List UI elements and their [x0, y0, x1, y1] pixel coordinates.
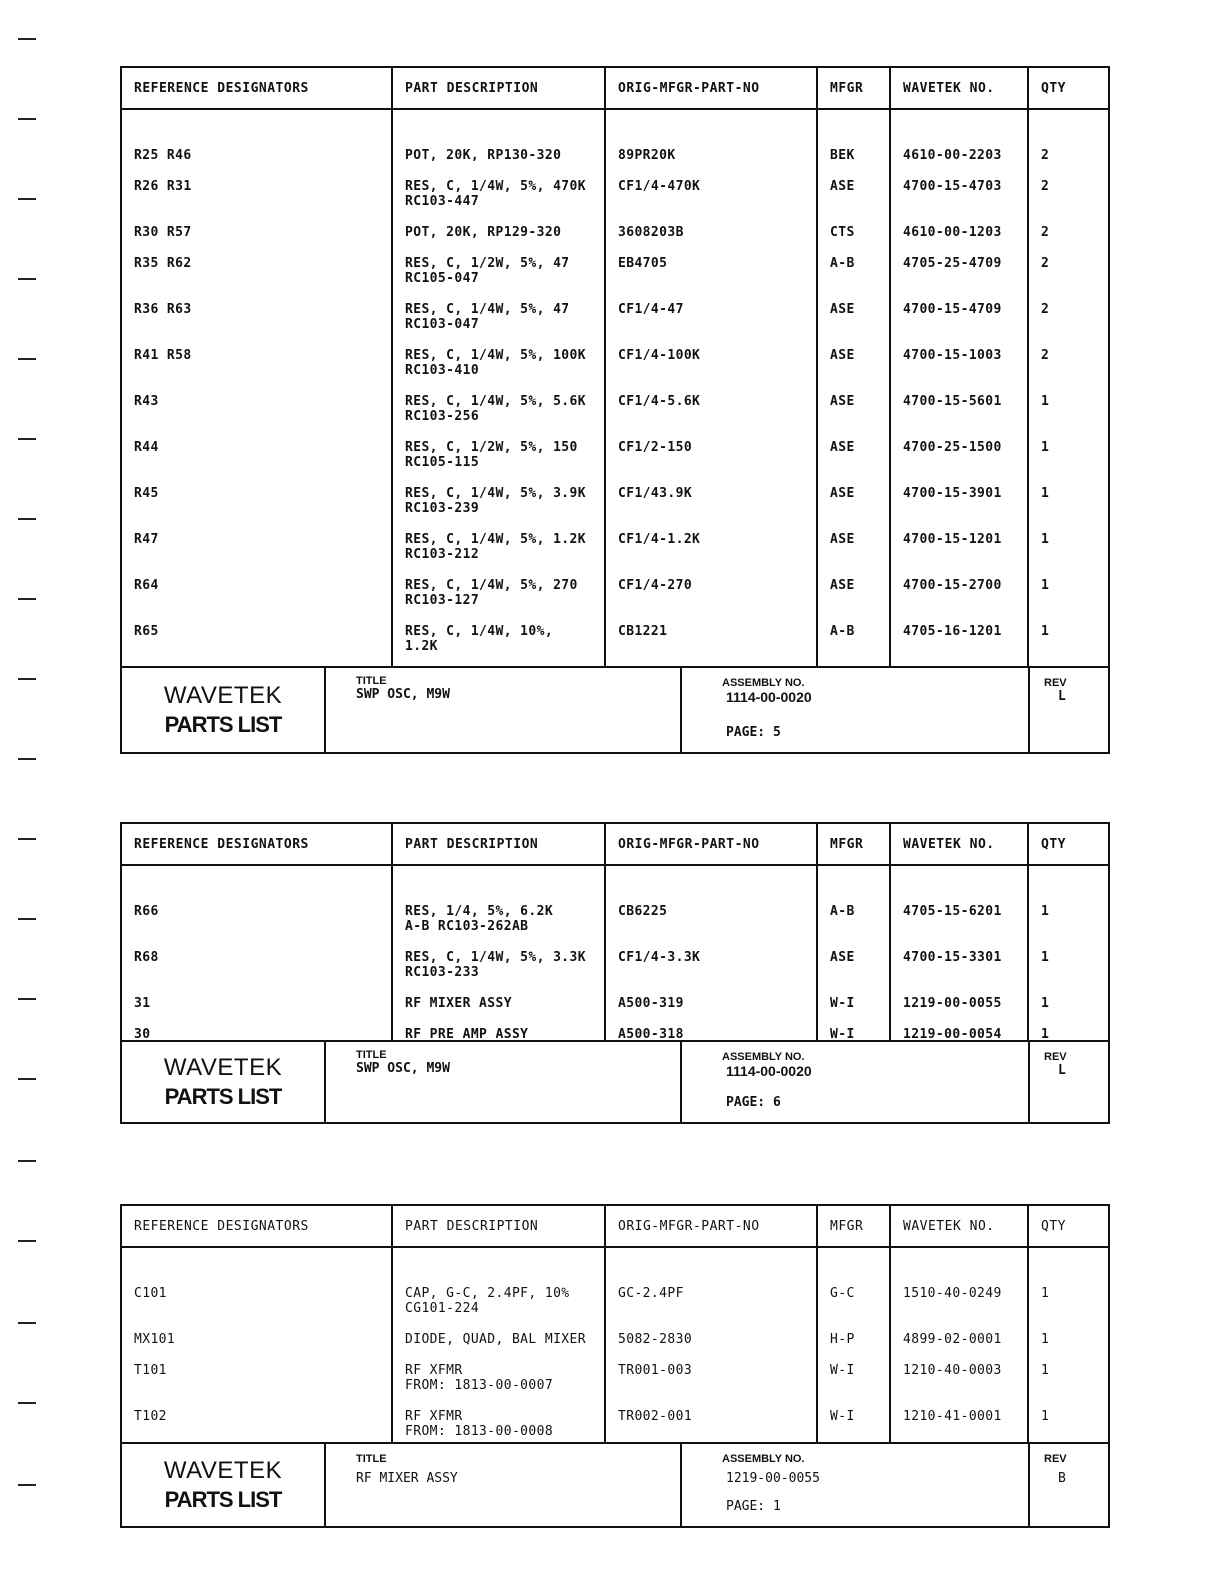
- cell-qty: 2: [1041, 302, 1050, 317]
- cell-qty: 2: [1041, 256, 1050, 271]
- cell-ref: 30: [122, 1019, 392, 1042]
- cell-wavetek: 4700-15-3901: [890, 478, 1028, 524]
- cell-ref: R66: [122, 896, 392, 942]
- desc-line-2: RC103-447: [405, 194, 480, 209]
- assembly-cell: [682, 1042, 1030, 1122]
- desc-line-1: RES, C, 1/4W, 5%, 5.6K: [405, 394, 586, 409]
- cell-wavetek: 4700-15-4703: [890, 171, 1028, 217]
- desc-line-1: RES, 1/4, 5%, 6.2K: [405, 904, 554, 919]
- assembly-number: 1114-00-0020: [726, 1063, 812, 1079]
- cell-desc: [392, 1019, 605, 1042]
- cell-desc: [392, 294, 605, 340]
- cell-ref: R65: [122, 616, 392, 662]
- table-row: [122, 171, 1108, 217]
- col-header-desc: PART DESCRIPTION: [392, 68, 605, 109]
- parts-list-sheet-page-6: [120, 822, 1110, 1124]
- col-header-mfgr: MFGR: [817, 824, 890, 865]
- col-header-wavetek: WAVETEK NO.: [890, 824, 1028, 865]
- cell-wavetek: 4700-15-1201: [890, 524, 1028, 570]
- spacer-cell: [890, 1247, 1028, 1278]
- desc-line-1: DIODE, QUAD, BAL MIXER: [405, 1332, 586, 1347]
- table-row: [122, 1019, 1108, 1042]
- table-row: [122, 988, 1108, 1019]
- cell-qty: 2: [1041, 225, 1050, 240]
- cell-qty: 1: [1041, 1409, 1050, 1424]
- cell-mfgr: ASE: [817, 570, 890, 616]
- cell-ref: R64: [122, 570, 392, 616]
- col-header-desc: PART DESCRIPTION: [392, 1206, 605, 1247]
- cell-part: GC-2.4PF: [605, 1278, 817, 1324]
- cell-ref: MX101: [122, 1324, 392, 1355]
- cell-part: A500-318: [605, 1019, 817, 1042]
- col-header-mfgr: MFGR: [817, 1206, 890, 1247]
- cell-wavetek: 4700-15-4709: [890, 294, 1028, 340]
- col-header-qty: QTY: [1028, 68, 1108, 109]
- cell-ref: R44: [122, 432, 392, 478]
- rev-cell: [1030, 668, 1108, 752]
- filler-cell: [392, 662, 605, 668]
- cell-qty: 1: [1041, 578, 1050, 593]
- col-header-desc: PART DESCRIPTION: [392, 824, 605, 865]
- cell-ref: T102: [122, 1401, 392, 1444]
- spacer-cell: [392, 865, 605, 896]
- cell-part: CF1/43.9K: [605, 478, 817, 524]
- binder-mark: [18, 1160, 36, 1162]
- cell-mfgr: ASE: [817, 942, 890, 988]
- rev-label: REV: [1044, 1051, 1067, 1063]
- desc-line-2: RC103-047: [405, 317, 480, 332]
- col-header-ref: REFERENCE DESIGNATORS: [122, 68, 392, 109]
- spacer-cell: [605, 1247, 817, 1278]
- col-header-qty: QTY: [1028, 1206, 1108, 1247]
- cell-desc: [392, 942, 605, 988]
- parts-table-area: [122, 1206, 1108, 1444]
- cell-qty: 1: [1041, 1332, 1050, 1347]
- cell-wavetek: 1210-40-0003: [890, 1355, 1028, 1401]
- cell-mfgr: W-I: [817, 1401, 890, 1444]
- cell-desc: [392, 1355, 605, 1401]
- cell-desc: [392, 171, 605, 217]
- col-header-wavetek: WAVETEK NO.: [890, 68, 1028, 109]
- cell-mfgr: ASE: [817, 340, 890, 386]
- cell-mfgr: ASE: [817, 386, 890, 432]
- cell-mfgr: ASE: [817, 478, 890, 524]
- spacer-cell: [122, 109, 392, 140]
- filler-cell: [122, 662, 392, 668]
- desc-line-1: RES, C, 1/4W, 5%, 100K: [405, 348, 586, 363]
- desc-line-2: A-B RC103-262AB: [405, 919, 529, 934]
- spacer-cell: [1028, 109, 1108, 140]
- binder-mark: [18, 118, 36, 120]
- cell-mfgr: ASE: [817, 294, 890, 340]
- cell-part: CF1/4-1.2K: [605, 524, 817, 570]
- col-header-part: ORIG-MFGR-PART-NO: [605, 824, 817, 865]
- cell-qty: 1: [1041, 532, 1050, 547]
- logo-brand: WAVETEK: [163, 1054, 283, 1081]
- binder-mark: [18, 1078, 36, 1080]
- cell-wavetek: 4705-16-1201: [890, 616, 1028, 662]
- desc-line-1: POT, 20K, RP129-320: [405, 225, 562, 240]
- assembly-label: ASSEMBLY NO.: [722, 1051, 805, 1063]
- cell-mfgr: A-B: [817, 248, 890, 294]
- spacer-cell: [890, 109, 1028, 140]
- cell-part: 89PR20K: [605, 140, 817, 171]
- desc-line-2: RC103-127: [405, 593, 480, 608]
- parts-list-sheet-rf-mixer: [120, 1204, 1110, 1528]
- rev-label: REV: [1044, 677, 1067, 689]
- table-row: [122, 1355, 1108, 1401]
- cell-wavetek: 4700-15-3301: [890, 942, 1028, 988]
- logo-parts-list: PARTS LIST: [164, 1084, 282, 1109]
- desc-line-2: RC103-212: [405, 547, 480, 562]
- desc-line-2: RC103-256: [405, 409, 480, 424]
- cell-part: CF1/4-5.6K: [605, 386, 817, 432]
- cell-part: CF1/4-3.3K: [605, 942, 817, 988]
- table-row: [122, 386, 1108, 432]
- desc-line-2: FROM: 1813-00-0007: [405, 1378, 554, 1393]
- binder-mark: [18, 918, 36, 920]
- table-row: [122, 248, 1108, 294]
- cell-wavetek: 1219-00-0054: [890, 1019, 1028, 1042]
- cell-qty: 1: [1041, 996, 1050, 1011]
- spacer-row: [122, 865, 1108, 896]
- col-header-ref: REFERENCE DESIGNATORS: [122, 824, 392, 865]
- desc-line-1: RES, C, 1/4W, 5%, 470K: [405, 179, 586, 194]
- parts-list-sheet-page-5: [120, 66, 1110, 754]
- cell-ref: R36 R63: [122, 294, 392, 340]
- spacer-cell: [122, 1247, 392, 1278]
- parts-table-area: [122, 824, 1108, 1042]
- col-header-mfgr: MFGR: [817, 68, 890, 109]
- rev-value: B: [1058, 1471, 1066, 1486]
- cell-mfgr: A-B: [817, 616, 890, 662]
- cell-part: EB4705: [605, 248, 817, 294]
- binder-mark: [18, 198, 36, 200]
- desc-line-2: RC105-115: [405, 455, 480, 470]
- binder-mark: [18, 1322, 36, 1324]
- parts-table: [122, 824, 1108, 1042]
- col-header-part: ORIG-MFGR-PART-NO: [605, 68, 817, 109]
- title-label: TITLE: [356, 675, 387, 687]
- table-row: [122, 340, 1108, 386]
- cell-desc: [392, 524, 605, 570]
- table-header-row: [122, 1206, 1108, 1247]
- cell-wavetek: 4705-25-4709: [890, 248, 1028, 294]
- title-block: [122, 1042, 1108, 1122]
- col-header-qty: QTY: [1028, 824, 1108, 865]
- cell-wavetek: 1510-40-0249: [890, 1278, 1028, 1324]
- page-number: PAGE: 5: [726, 725, 781, 740]
- cell-part: TR002-001: [605, 1401, 817, 1444]
- cell-part: CB6225: [605, 896, 817, 942]
- cell-qty: 2: [1041, 348, 1050, 363]
- logo-parts-list: PARTS LIST: [164, 1487, 282, 1512]
- binder-mark: [18, 1240, 36, 1242]
- cell-mfgr: CTS: [817, 217, 890, 248]
- binder-mark: [18, 358, 36, 360]
- desc-line-1: RES, C, 1/2W, 5%, 150: [405, 440, 578, 455]
- title-value: SWP OSC, M9W: [356, 687, 450, 702]
- table-row: [122, 140, 1108, 171]
- table-row: [122, 896, 1108, 942]
- table-header-row: [122, 824, 1108, 865]
- assembly-number: 1114-00-0020: [726, 689, 812, 705]
- cell-desc: [392, 217, 605, 248]
- cell-mfgr: W-I: [817, 1355, 890, 1401]
- desc-line-1: POT, 20K, RP130-320: [405, 148, 562, 163]
- spacer-row: [122, 109, 1108, 140]
- table-row: [122, 1401, 1108, 1444]
- desc-line-1: RF XFMR: [405, 1363, 463, 1378]
- col-header-ref: REFERENCE DESIGNATORS: [122, 1206, 392, 1247]
- cell-ref: 31: [122, 988, 392, 1019]
- parts-table-area: [122, 68, 1108, 668]
- cell-desc: [392, 340, 605, 386]
- cell-part: CB1221: [605, 616, 817, 662]
- desc-line-1: RES, C, 1/4W, 10%, 1.2K: [405, 624, 554, 654]
- assembly-cell: [682, 1444, 1030, 1526]
- cell-wavetek: 4700-25-1500: [890, 432, 1028, 478]
- title-cell: [326, 1042, 682, 1122]
- cell-qty: 1: [1041, 904, 1050, 919]
- cell-ref: R47: [122, 524, 392, 570]
- filler-cell: [1028, 662, 1108, 668]
- table-row: [122, 478, 1108, 524]
- cell-ref: R26 R31: [122, 171, 392, 217]
- cell-desc: [392, 478, 605, 524]
- desc-line-1: RF PRE AMP ASSY: [405, 1027, 529, 1042]
- col-header-wavetek: WAVETEK NO.: [890, 1206, 1028, 1247]
- cell-wavetek: 1219-00-0055: [890, 988, 1028, 1019]
- cell-desc: [392, 988, 605, 1019]
- title-cell: [326, 1444, 682, 1526]
- spacer-cell: [817, 109, 890, 140]
- binder-mark: [18, 38, 36, 40]
- cell-part: A500-319: [605, 988, 817, 1019]
- desc-line-1: RES, C, 1/2W, 5%, 47: [405, 256, 570, 271]
- cell-desc: [392, 140, 605, 171]
- cell-ref: T101: [122, 1355, 392, 1401]
- cell-mfgr: G-C: [817, 1278, 890, 1324]
- rev-value: L: [1058, 689, 1066, 704]
- cell-part: CF1/4-470K: [605, 171, 817, 217]
- cell-part: CF1/4-270: [605, 570, 817, 616]
- title-value: SWP OSC, M9W: [356, 1061, 450, 1076]
- binder-mark: [18, 1402, 36, 1404]
- cell-mfgr: ASE: [817, 171, 890, 217]
- cell-desc: [392, 1278, 605, 1324]
- cell-desc: [392, 616, 605, 662]
- desc-line-1: RF XFMR: [405, 1409, 463, 1424]
- logo-parts-list: PARTS LIST: [164, 712, 282, 737]
- wavetek-logo: [122, 1042, 326, 1122]
- cell-mfgr: A-B: [817, 896, 890, 942]
- cell-desc: [392, 248, 605, 294]
- title-label: TITLE: [356, 1453, 387, 1465]
- cell-ref: R41 R58: [122, 340, 392, 386]
- cell-part: CF1/4-100K: [605, 340, 817, 386]
- table-row: [122, 524, 1108, 570]
- table-row: [122, 616, 1108, 662]
- rev-cell: [1030, 1042, 1108, 1122]
- title-value: RF MIXER ASSY: [356, 1471, 458, 1486]
- assembly-number: 1219-00-0055: [726, 1471, 820, 1486]
- rev-label: REV: [1044, 1453, 1067, 1465]
- binder-mark: [18, 678, 36, 680]
- table-row: [122, 1278, 1108, 1324]
- desc-line-2: RC103-410: [405, 363, 480, 378]
- desc-line-2: CG101-224: [405, 1301, 480, 1316]
- cell-qty: 1: [1041, 394, 1050, 409]
- cell-ref: R45: [122, 478, 392, 524]
- desc-line-2: FROM: 1813-00-0008: [405, 1424, 554, 1439]
- title-block: [122, 668, 1108, 752]
- spacer-cell: [392, 1247, 605, 1278]
- wavetek-logo: [122, 1444, 326, 1526]
- desc-line-1: RES, C, 1/4W, 5%, 270: [405, 578, 578, 593]
- cell-wavetek: 4700-15-1003: [890, 340, 1028, 386]
- table-header-row: [122, 68, 1108, 109]
- table-row: [122, 942, 1108, 988]
- page-number: PAGE: 6: [726, 1095, 781, 1110]
- cell-ref: R25 R46: [122, 140, 392, 171]
- assembly-label: ASSEMBLY NO.: [722, 677, 805, 689]
- desc-line-2: RC103-239: [405, 501, 480, 516]
- cell-qty: 1: [1041, 1363, 1050, 1378]
- cell-qty: 2: [1041, 179, 1050, 194]
- cell-wavetek: 4700-15-5601: [890, 386, 1028, 432]
- cell-mfgr: ASE: [817, 432, 890, 478]
- cell-qty: 1: [1041, 486, 1050, 501]
- binder-mark: [18, 518, 36, 520]
- binder-mark: [18, 278, 36, 280]
- cell-mfgr: W-I: [817, 988, 890, 1019]
- cell-ref: R43: [122, 386, 392, 432]
- logo-brand: WAVETEK: [163, 682, 283, 709]
- title-block: [122, 1444, 1108, 1526]
- spacer-cell: [817, 1247, 890, 1278]
- desc-line-1: RES, C, 1/4W, 5%, 1.2K: [405, 532, 586, 547]
- cell-desc: [392, 570, 605, 616]
- cell-wavetek: 1210-41-0001: [890, 1401, 1028, 1444]
- spacer-row: [122, 1247, 1108, 1278]
- cell-desc: [392, 1324, 605, 1355]
- spacer-cell: [817, 865, 890, 896]
- cell-desc: [392, 896, 605, 942]
- cell-desc: [392, 1401, 605, 1444]
- cell-ref: R35 R62: [122, 248, 392, 294]
- table-row: [122, 294, 1108, 340]
- cell-ref: R68: [122, 942, 392, 988]
- cell-qty: 2: [1041, 148, 1050, 163]
- cell-desc: [392, 386, 605, 432]
- desc-line-2: RC105-047: [405, 271, 480, 286]
- cell-qty: 1: [1041, 624, 1050, 639]
- page-number: PAGE: 1: [726, 1499, 781, 1514]
- cell-wavetek: 4705-15-6201: [890, 896, 1028, 942]
- desc-line-1: RF MIXER ASSY: [405, 996, 512, 1011]
- cell-part: 3608203B: [605, 217, 817, 248]
- binder-mark: [18, 438, 36, 440]
- spacer-cell: [392, 109, 605, 140]
- binder-mark: [18, 758, 36, 760]
- table-row: [122, 217, 1108, 248]
- desc-line-1: RES, C, 1/4W, 5%, 3.9K: [405, 486, 586, 501]
- cell-mfgr: H-P: [817, 1324, 890, 1355]
- cell-part: TR001-003: [605, 1355, 817, 1401]
- cell-wavetek: 4899-02-0001: [890, 1324, 1028, 1355]
- assembly-cell: [682, 668, 1030, 752]
- binder-mark: [18, 998, 36, 1000]
- cell-part: CF1/4-47: [605, 294, 817, 340]
- spacer-cell: [122, 865, 392, 896]
- binder-mark: [18, 1484, 36, 1486]
- cell-ref: R30 R57: [122, 217, 392, 248]
- binder-mark: [18, 598, 36, 600]
- spacer-cell: [890, 865, 1028, 896]
- spacer-cell: [1028, 1247, 1108, 1278]
- cell-mfgr: BEK: [817, 140, 890, 171]
- cell-wavetek: 4610-00-2203: [890, 140, 1028, 171]
- col-header-part: ORIG-MFGR-PART-NO: [605, 1206, 817, 1247]
- cell-ref: C101: [122, 1278, 392, 1324]
- cell-qty: 1: [1041, 950, 1050, 965]
- spacer-cell: [1028, 865, 1108, 896]
- cell-wavetek: 4700-15-2700: [890, 570, 1028, 616]
- spacer-cell: [605, 865, 817, 896]
- title-label: TITLE: [356, 1049, 387, 1061]
- wavetek-logo: [122, 668, 326, 752]
- title-cell: [326, 668, 682, 752]
- cell-wavetek: 4610-00-1203: [890, 217, 1028, 248]
- cell-qty: 1: [1041, 1027, 1050, 1042]
- cell-desc: [392, 432, 605, 478]
- table-row: [122, 432, 1108, 478]
- rev-value: L: [1058, 1063, 1066, 1078]
- cell-part: 5082-2830: [605, 1324, 817, 1355]
- cell-part: CF1/2-150: [605, 432, 817, 478]
- cell-qty: 1: [1041, 1286, 1050, 1301]
- desc-line-1: RES, C, 1/4W, 5%, 3.3K: [405, 950, 586, 965]
- parts-table: [122, 1206, 1108, 1444]
- spacer-cell: [605, 109, 817, 140]
- parts-table: [122, 68, 1108, 668]
- cell-qty: 1: [1041, 440, 1050, 455]
- desc-line-2: RC103-233: [405, 965, 480, 980]
- desc-line-1: CAP, G-C, 2.4PF, 10%: [405, 1286, 570, 1301]
- rev-cell: [1030, 1444, 1108, 1526]
- table-row: [122, 570, 1108, 616]
- desc-line-1: RES, C, 1/4W, 5%, 47: [405, 302, 570, 317]
- table-row: [122, 1324, 1108, 1355]
- logo-brand: WAVETEK: [163, 1457, 283, 1484]
- binder-mark: [18, 838, 36, 840]
- assembly-label: ASSEMBLY NO.: [722, 1453, 805, 1465]
- cell-mfgr: ASE: [817, 524, 890, 570]
- cell-mfgr: W-I: [817, 1019, 890, 1042]
